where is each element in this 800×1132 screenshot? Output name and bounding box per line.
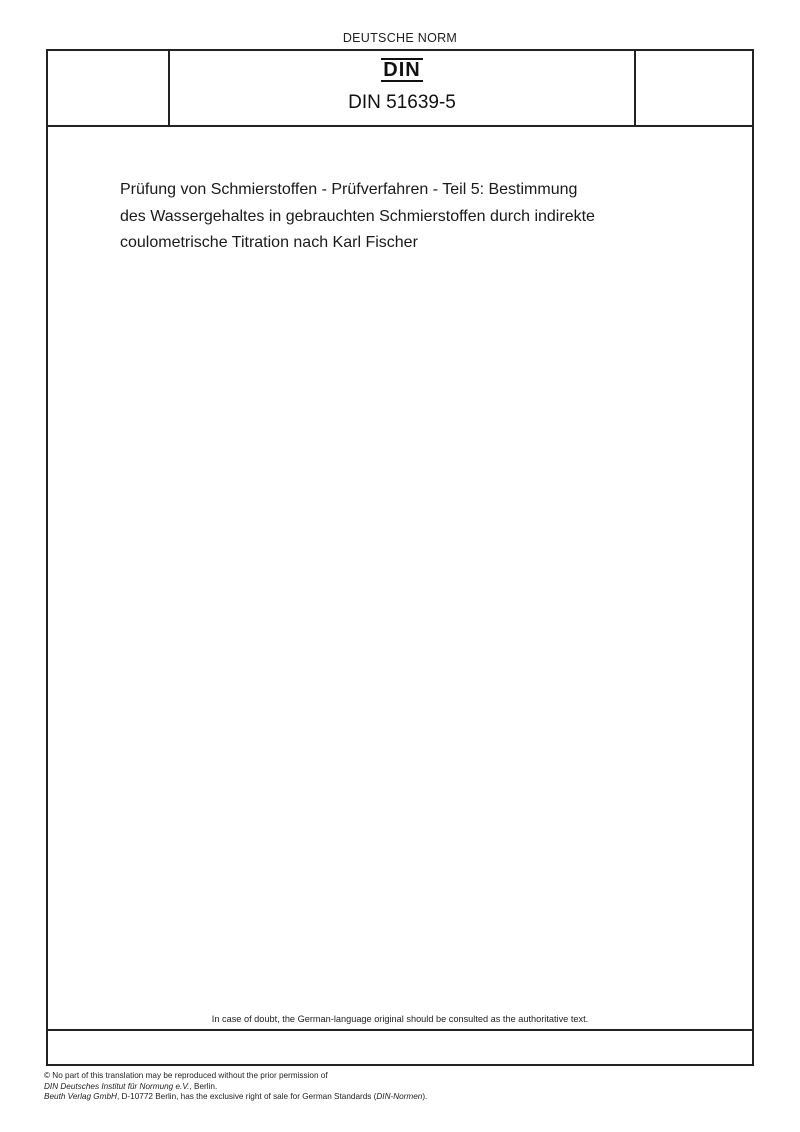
copyright-text: , Berlin. xyxy=(189,1081,218,1091)
copyright-line: © No part of this translation may be reproduced without the prior permission of xyxy=(44,1071,328,1080)
distributor-name: Beuth Verlag GmbH xyxy=(44,1092,117,1101)
title-line: Prüfung von Schmierstoffen - Prüfverfahren - Teil 5: Bestimmung xyxy=(120,181,578,198)
standards-name: DIN-Normen xyxy=(376,1092,423,1101)
document-title xyxy=(120,177,680,257)
copyright-text: ). xyxy=(422,1092,428,1101)
copyright-line xyxy=(44,1082,427,1093)
header-row xyxy=(48,51,752,127)
document-frame xyxy=(46,49,754,1066)
din-logo-text: DIN xyxy=(383,59,421,81)
header-cell-right xyxy=(634,51,754,125)
din-logo xyxy=(170,58,634,82)
header-cell-center xyxy=(170,51,634,125)
header-cell-left xyxy=(48,51,170,125)
footer-divider xyxy=(48,1029,752,1031)
norm-type-label: DEUTSCHE NORM xyxy=(342,31,458,45)
authoritative-text-note: In case of doubt, the German-language original should be consulted as the authoritative text. xyxy=(211,1014,589,1024)
copyright-notice xyxy=(44,1071,427,1103)
publisher-name: DIN Deutsches Institut für Normung e.V. xyxy=(44,1081,190,1091)
copyright-text: , D-10772 Berlin, has the exclusive right of sale for German Standards ( xyxy=(116,1092,377,1101)
copyright-line xyxy=(44,1092,427,1103)
title-line: des Wassergehaltes in gebrauchten Schmierstoffen durch indirekte xyxy=(120,207,595,225)
title-line: coulometrische Titration nach Karl Fischer xyxy=(120,234,418,251)
document-number: DIN 51639-5 xyxy=(348,92,456,113)
